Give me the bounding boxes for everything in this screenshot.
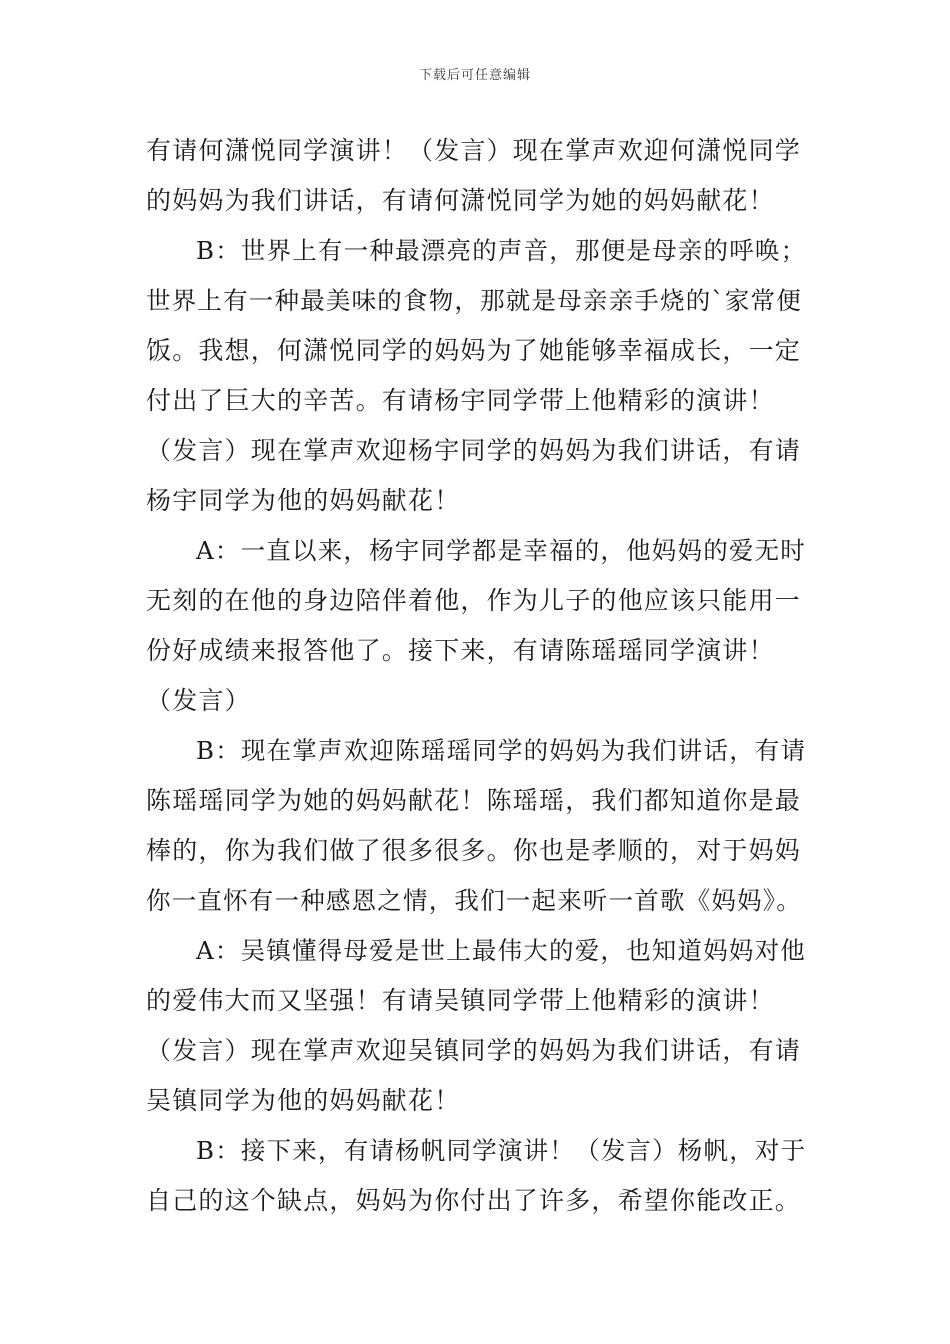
text-line: 杨宇同学为他的妈妈献花！ bbox=[146, 486, 461, 515]
text-line: 有请何潇悦同学演讲！（发言）现在掌声欢迎何潇悦同学 bbox=[146, 136, 802, 165]
text-line: 世界上有一种最美味的食物，那就是母亲亲手烧的`家常便 bbox=[146, 286, 802, 315]
text-line: 自己的这个缺点，妈妈为你付出了许多，希望你能改正。 bbox=[146, 1186, 802, 1215]
text-line: 无刻的在他的身边陪伴着他，作为儿子的他应该只能用一 bbox=[146, 586, 802, 615]
text-line: 你一直怀有一种感恩之情，我们一起来听一首歌《妈妈》。 bbox=[146, 886, 802, 915]
text-line: A：一直以来，杨宇同学都是幸福的，他妈妈的爱无时 bbox=[196, 536, 806, 565]
document-body bbox=[146, 126, 808, 1226]
text-line: B：现在掌声欢迎陈瑶瑶同学的妈妈为我们讲话，有请 bbox=[196, 736, 807, 765]
text-line: 的爱伟大而又坚强！有请吴镇同学带上他精彩的演讲！ bbox=[146, 986, 775, 1015]
text-line: A：吴镇懂得母爱是世上最伟大的爱，也知道妈妈对他 bbox=[196, 936, 806, 965]
text-line: 陈瑶瑶同学为她的妈妈献花！陈瑶瑶，我们都知道你是最 bbox=[146, 786, 802, 815]
page-header-note: 下载后可任意编辑 bbox=[418, 68, 531, 83]
text-line: （发言） bbox=[146, 686, 251, 715]
text-line: 付出了巨大的辛苦。有请杨宇同学带上他精彩的演讲！ bbox=[146, 386, 775, 415]
text-line: （发言）现在掌声欢迎杨宇同学的妈妈为我们讲话，有请 bbox=[146, 436, 802, 465]
text-line: B：世界上有一种最漂亮的声音，那便是母亲的呼唤； bbox=[196, 236, 807, 265]
text-line: 吴镇同学为他的妈妈献花！ bbox=[146, 1086, 461, 1115]
text-line: 份好成绩来报答他了。接下来，有请陈瑶瑶同学演讲！ bbox=[146, 636, 775, 665]
text-line: （发言）现在掌声欢迎吴镇同学的妈妈为我们讲话，有请 bbox=[146, 1036, 802, 1065]
text-line: 的妈妈为我们讲话，有请何潇悦同学为她的妈妈献花！ bbox=[146, 186, 775, 215]
text-line: 饭。我想，何潇悦同学的妈妈为了她能够幸福成长，一定 bbox=[146, 336, 802, 365]
text-line: B：接下来，有请杨帆同学演讲！（发言）杨帆，对于 bbox=[196, 1136, 807, 1165]
text-line: 棒的，你为我们做了很多很多。你也是孝顺的，对于妈妈 bbox=[146, 836, 802, 865]
